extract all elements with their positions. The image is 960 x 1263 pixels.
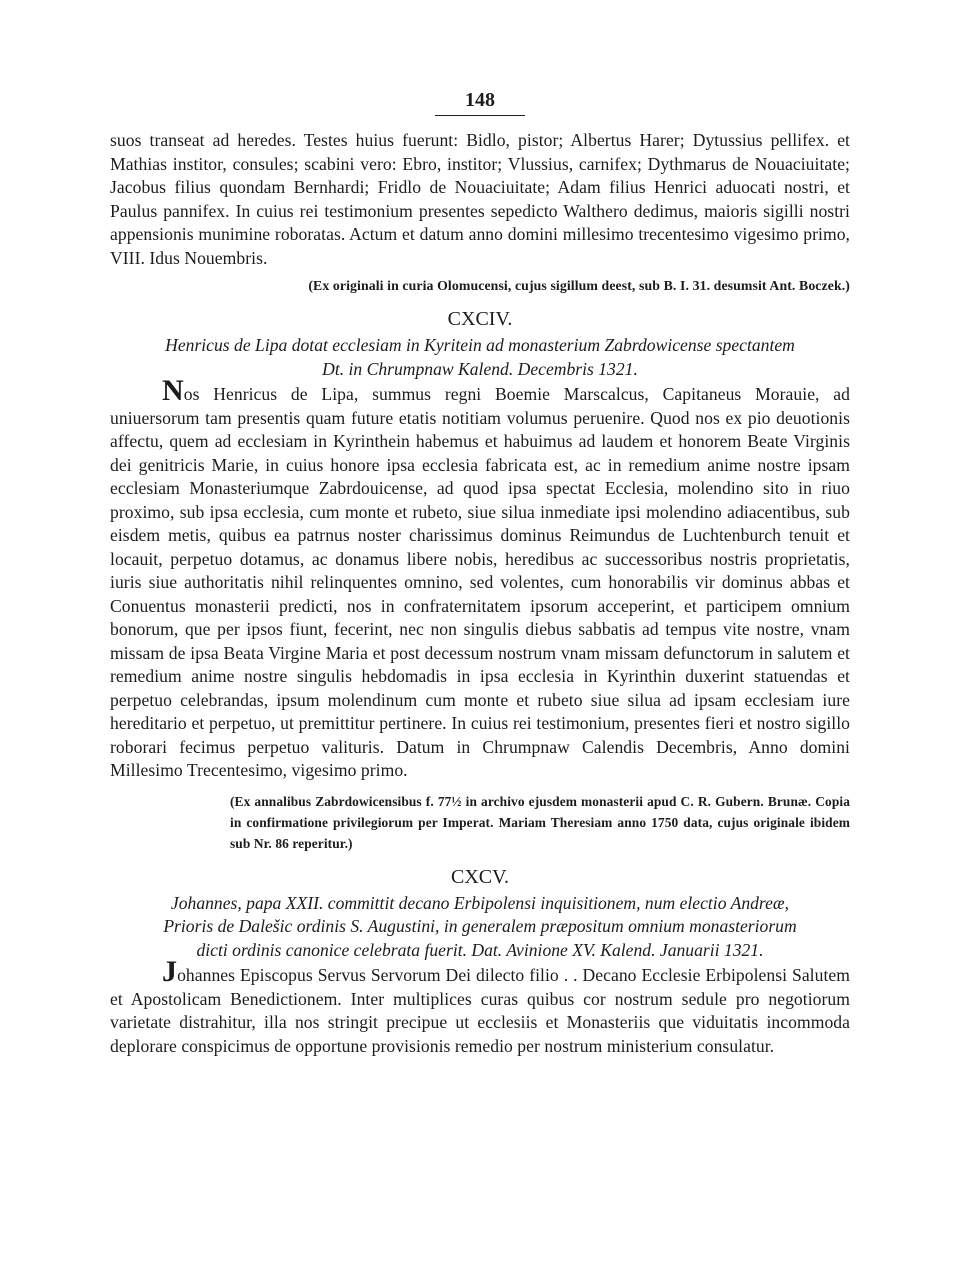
document-text [110, 955, 850, 1058]
page-number: 148 [465, 89, 495, 111]
regest-line: Henricus de Lipa dotat ecclesiam in Kyritein ad monasterium Zabrdowicense spectantem [165, 335, 795, 355]
document-body: ohannes Episcopus Servus Servorum Dei dilecto filio . . Decano Ecclesie Erbipolensi Salutem et Apostolicam Benedictionem. Inter multiplices curas quibus cor nostrum sedule pro negotiorum varietate distrahitur, illa nos stringit precipue ut ecclesiis et Monasteriis que viduitatis incommoda deplorare conspicimus de opportune provisionis remedio per nostrum ministerium consulatur. [110, 965, 850, 1056]
opening-paragraph: suos transeat ad heredes. Testes huius fuerunt: Bidlo, pistor; Albertus Harer; Dytussius pellifex. et Mathias institor, consules; scabini vero: Ebro, institor; Vlussius, carnifex; Dythmarus de Nouaciuitate; Jacobus filius quondam Bernhardi; Fridlo de Nouaciuitate; Adam filius Henrici aduocati nostri, et Paulus pannifex. In cuius rei testimonium presentes sepedicto Walthero dedimus, maioris sigilli nostri appensionis munimine roboratas. Actum et datum anno domini millesimo trecentesimo vigesimo primo, VIII. Idus Nouembris. [110, 130, 850, 268]
document-number: CXCV. [451, 865, 509, 888]
regest-line: dicti ordinis canonice celebrata fuerit. Dat. Avinione XV. Kalend. Januarii 1321. [196, 939, 764, 960]
regest-line: Prioris de Dalešic ordinis S. Augustini, in generalem præpositum omnium monasteriorum [163, 916, 797, 936]
regest-line: Johannes, papa XXII. committit decano Erbipolensi inquisitionem, num electio Andreæ, [170, 892, 790, 913]
initial-letter: J [162, 955, 178, 988]
document-regest [110, 334, 850, 381]
regest-line: Dt. in Chrumpnaw Kalend. Decembris 1321. [322, 358, 638, 379]
book-page [110, 88, 850, 1058]
document-cxciv [110, 306, 850, 854]
document-number: CXCIV. [447, 308, 513, 330]
document-body: os Henricus de Lipa, summus regni Boemie Marscalcus, Capitaneus Morauie, ad uniuersorum tam presentis quam future etatis notitiam volumus peruenire. Quod nos ex pio deuotionis affectu, quem ad ecclesiam in Kyrinthein habemus et habuimus ad laudem et honorem Beate Virginis dei genitricis Marie, in cuius honore ipsa ecclesia fabricata est, ac in remedium anime nostre ipsam ecclesiam Monasteriumque Zabrdouicense, ad quod ipsa spectat Ecclesia, molendino sito in riuo proximo, sub ipsa ecclesia, cum monte et rubeto, siue silua inmediate ipsi molendino adiacentibus, sub eisdem metis, quibus ea patrnus noster charissimus dominus Reimundus de Luchtenburch tenuit et locauit, perpetuo dotamus, ac donamus libere nobis, heredibus ac successoribus nostris proprietatis, iuris siue authoritatis nihil relinquentes omnino, sed volentes, cum honorabilis vir dominus abbas et Conuentus monasterii predicti, nos in confraternitatem ipsorum acceperint, et participem omnium bonorum, que per ipsos fiunt, fecerint, nec non singulis diebus sabbatis ad tempus vite nostre, vnam missam de ipsa Beata Virgine Maria et post decessum nostrum vnam missam defunctorum in salutem et remedium anime nostre singulis hebdomadis in ipsa ecclesia in Kyrinthin duxerint statuendas et perpetuo celebrandas, ipsum molendinum cum monte et rubeto siue silua ad ipsam ecclesiam iure hereditario et perpetuo, ut premittitur pertinere. In cuius rei testimonium, presentes fieri et nostro sigillo roborari fecimus perpetuo valituris. Datum in Chrumpnaw Calendis Decembris, Anno domini Millesimo Trecentesimo, vigesimo primo. [110, 384, 850, 780]
opening-source-note: (Ex originali in curia Olomucensi, cujus sigillum deest, sub B. I. 31. desumsit Ant. Boczek.) [308, 278, 850, 293]
document-cxcv [110, 864, 850, 1059]
initial-letter: N [162, 374, 184, 407]
document-regest [110, 892, 850, 963]
document-source-note: (Ex annalibus Zabrdowicensibus f. 77½ in archivo ejusdem monasterii apud C. R. Gubern. Brunæ. Copia in confirmatione privilegiorum per Imperat. Mariam Theresiam anno 1750 data, cujus originale ibidem sub Nr. 86 reperitur.) [230, 793, 850, 851]
page-number-rule [435, 115, 525, 116]
document-text [110, 374, 850, 783]
